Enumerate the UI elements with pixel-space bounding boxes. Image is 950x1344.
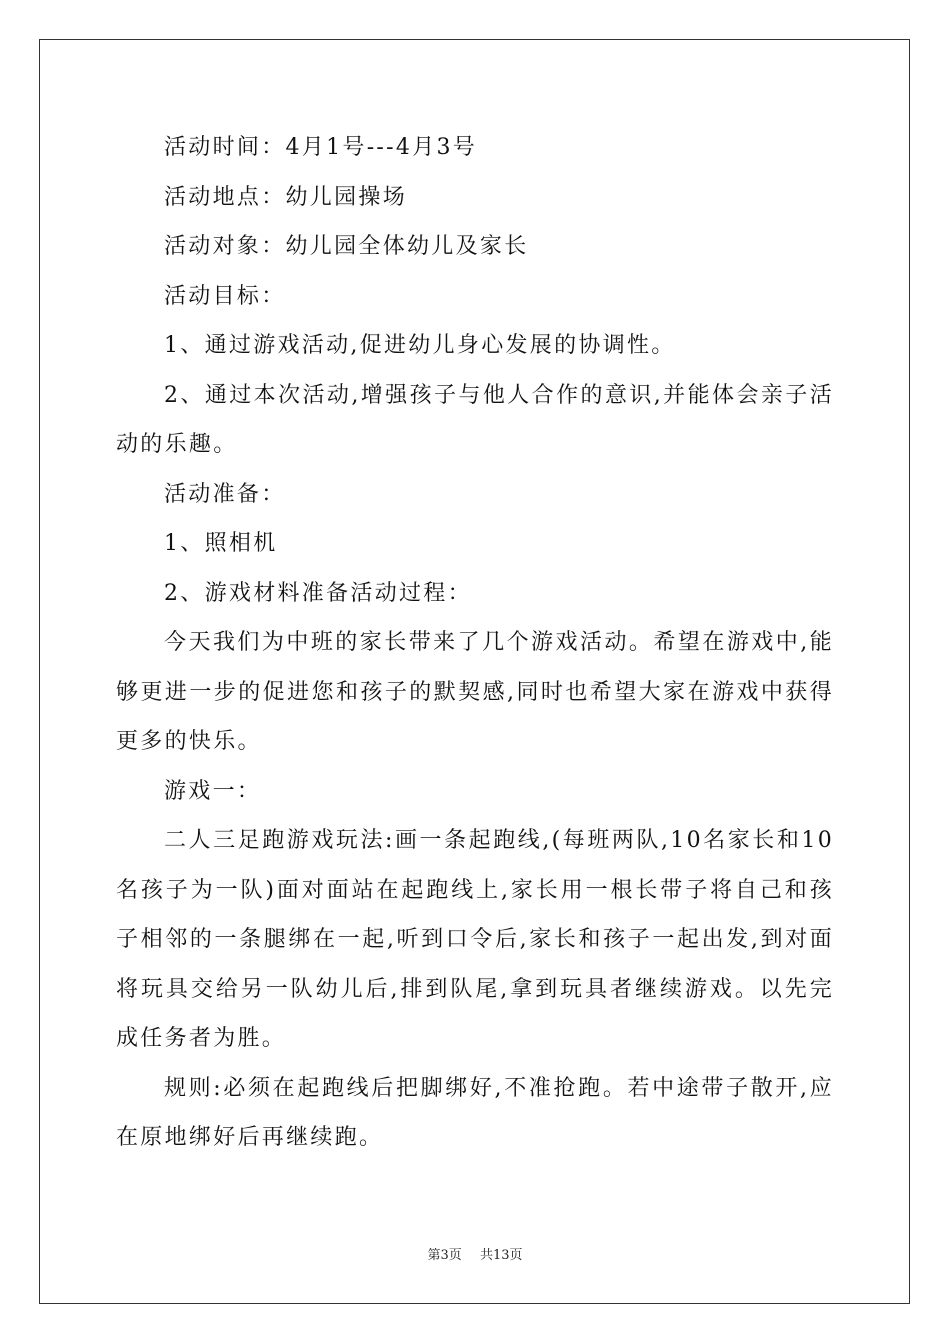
paragraph-goal-2: 2、通过本次活动,增强孩子与他人合作的意识,并能体会亲子活动的乐趣。 — [116, 382, 834, 457]
paragraph-game-one-rules: 二人三足跑游戏玩法:画一条起跑线,(每班两队,10名家长和10名孩子为一队)面对面站在起跑线上,家长用一根长带子将自己和孩子相邻的一条腿绑在一起,听到口令后,家长和孩子一起出发,到对面将玩具交给另一队幼儿后,排到队尾,拿到玩具者继续游戏。以先完成任务者为胜。 — [116, 828, 834, 1051]
paragraph-activity-target: 活动对象：幼儿园全体幼儿及家长 — [164, 234, 529, 259]
paragraph-preparation-2: 2、游戏材料准备活动过程： — [164, 580, 472, 606]
paragraph-game-one-regulation: 规则:必须在起跑线后把脚绑好,不准抢跑。若中途带子散开,应在原地绑好后再继续跑。 — [116, 1075, 834, 1150]
paragraph-preparation-heading: 活动准备： — [164, 481, 286, 507]
paragraph-activity-location: 活动地点：幼儿园操场 — [164, 184, 408, 210]
paragraph-intro: 今天我们为中班的家长带来了几个游戏活动。希望在游戏中,能够更进一步的促进您和孩子的默契感,同时也希望大家在游戏中获得更多的快乐。 — [116, 630, 834, 754]
page-number: 第3页 — [427, 1248, 462, 1263]
page-total: 共13页 — [479, 1248, 523, 1263]
paragraph-goals-heading: 活动目标： — [164, 283, 286, 309]
page-footer — [0, 1246, 950, 1266]
paragraph-goal-1: 1、通过游戏活动,促进幼儿身心发展的协调性。 — [164, 333, 676, 358]
paragraph-preparation-1: 1、照相机 — [164, 531, 278, 556]
paragraph-game-one-heading: 游戏一： — [164, 778, 262, 804]
document-body — [116, 123, 834, 1163]
paragraph-activity-time: 活动时间：4月1号---4月3号 — [164, 135, 478, 160]
